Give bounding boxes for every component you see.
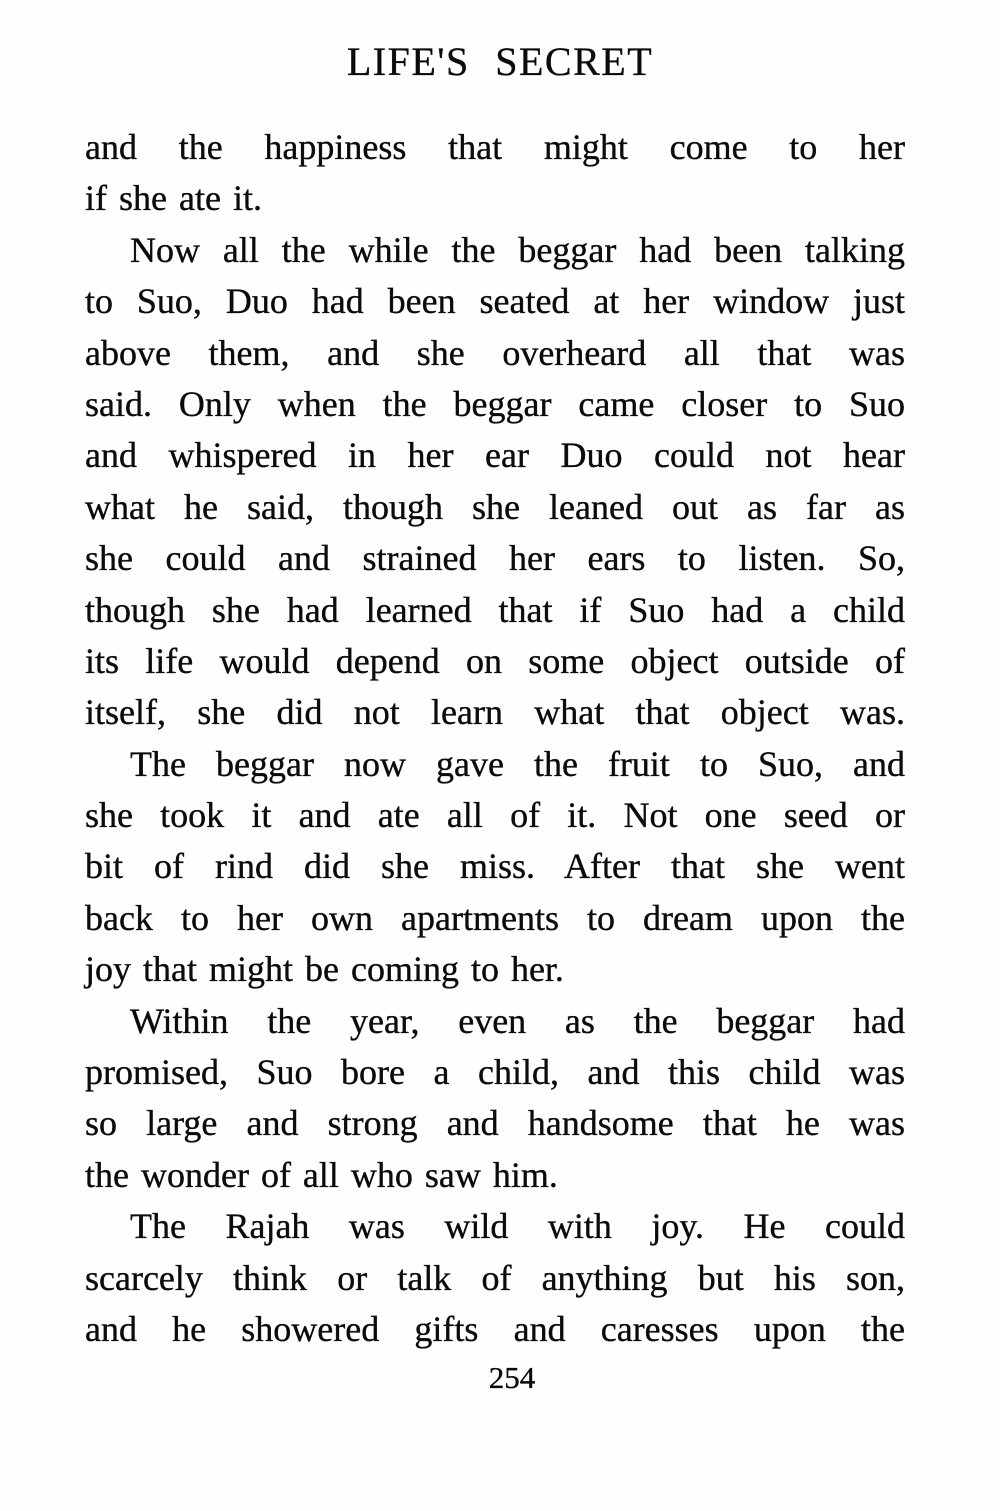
text-line: The Rajah was wild with joy. He could [130, 1206, 905, 1247]
text-line: and whispered in her ear Duo could not hear [85, 435, 905, 476]
text-line: itself, she did not learn what that object was. [85, 692, 905, 733]
text-line: if she ate it. [85, 178, 262, 219]
text-line: scarcely think or talk of anything but his son, [85, 1257, 905, 1298]
text-line: she could and strained her ears to listen. So, [85, 538, 905, 579]
text-line: Now all the while the beggar had been talking [130, 229, 905, 270]
text-line: Within the year, even as the beggar had [130, 1000, 905, 1041]
text-line: above them, and she overheard all that was [85, 332, 905, 373]
text-line: joy that might be coming to her. [85, 949, 564, 990]
page-title: LIFE'S SECRET [346, 39, 654, 84]
text-line: to Suo, Duo had been seated at her window just [85, 281, 905, 322]
text-line: bit of rind did she miss. After that she went [85, 846, 905, 887]
text-line: the wonder of all who saw him. [85, 1154, 558, 1195]
text-line: and he showered gifts and caresses upon the [85, 1308, 905, 1349]
text-line: back to her own apartments to dream upon the [85, 897, 905, 938]
text-block [85, 122, 905, 1355]
text-line: though she had learned that if Suo had a child [85, 589, 905, 630]
text-line: and the happiness that might come to her [85, 127, 905, 167]
paragraph [85, 1201, 905, 1355]
text-line: she took it and ate all of it. Not one seed or [85, 795, 905, 836]
paragraph [85, 225, 905, 739]
paragraph [85, 122, 905, 225]
text-line: its life would depend on some object outside of [85, 640, 905, 681]
text-line: said. Only when the beggar came closer to Suo [85, 383, 905, 424]
text-line: The beggar now gave the fruit to Suo, and [130, 743, 905, 784]
paragraph [85, 996, 905, 1202]
paragraph [85, 739, 905, 996]
page-number: 254 [488, 1360, 536, 1395]
text-line: promised, Suo bore a child, and this child was [85, 1052, 905, 1093]
text-line: so large and strong and handsome that he was [85, 1103, 905, 1144]
text-line: what he said, though she leaned out as far as [85, 486, 905, 527]
